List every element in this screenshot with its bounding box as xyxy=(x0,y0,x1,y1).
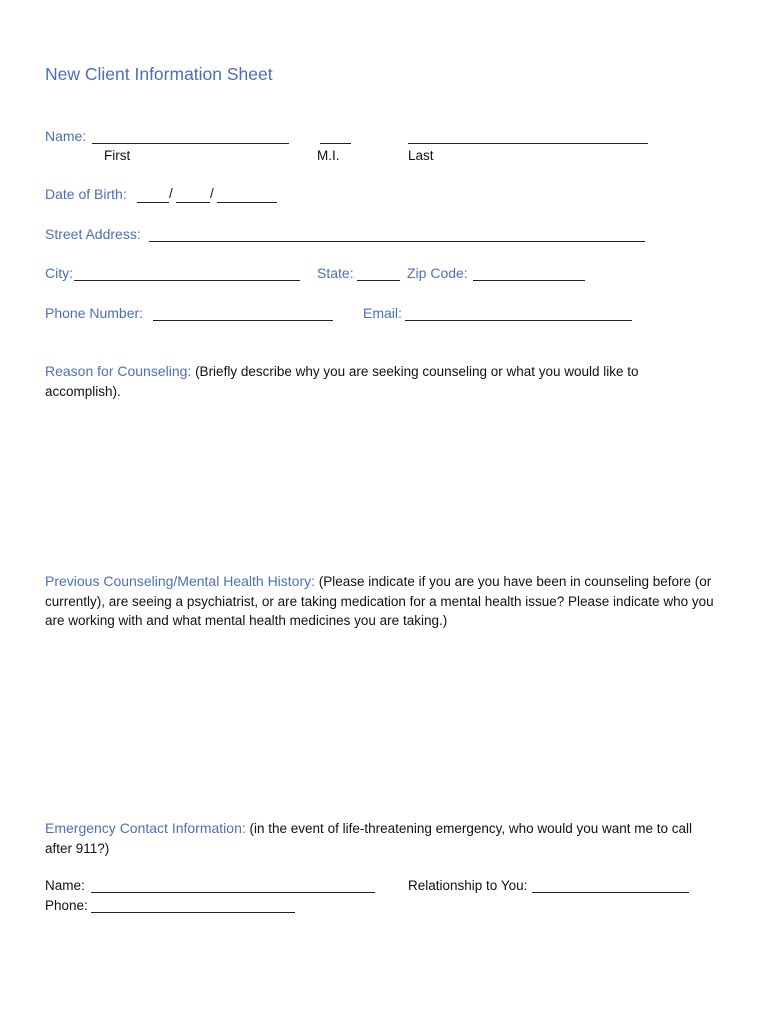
name-label: Name: xyxy=(45,128,87,144)
reason-instructions: (Briefly describe why you are seeking counseling or what you would like to accomplish). xyxy=(45,364,639,399)
emergency-name-field[interactable] xyxy=(91,877,375,893)
street-address-label: Street Address: xyxy=(45,226,141,242)
last-name-field[interactable] xyxy=(408,128,648,144)
zip-code-label: Zip Code: xyxy=(407,265,468,281)
dob-separator: / xyxy=(210,186,214,201)
history-instructions: (Please indicate if you are you have been in counseling before (or currently), are seeing a psychiatrist, or are taking medication for a mental health issue? Please indicate who you are working with and what mental health medicines you are taking.) xyxy=(45,574,714,628)
zip-code-field[interactable] xyxy=(473,265,585,281)
dob-day-field[interactable] xyxy=(176,187,210,203)
emergency-phone-field[interactable] xyxy=(91,897,295,913)
dob-label: Date of Birth: xyxy=(45,186,127,202)
emergency-relationship-field[interactable] xyxy=(532,877,689,893)
state-field[interactable] xyxy=(357,265,400,281)
city-label: City: xyxy=(45,265,73,281)
reason-label: Reason for Counseling: xyxy=(45,363,192,379)
reason-answer-area[interactable] xyxy=(45,405,705,555)
page-title: New Client Information Sheet xyxy=(45,64,273,84)
state-label: State: xyxy=(317,265,354,281)
dob-month-field[interactable] xyxy=(137,187,169,203)
last-name-caption: Last xyxy=(408,148,434,163)
first-name-caption: First xyxy=(104,148,131,163)
history-paragraph xyxy=(45,572,720,631)
history-answer-area[interactable] xyxy=(45,636,705,806)
emergency-instructions: (in the event of life-threatening emergency, who would you want me to call after 911?) xyxy=(45,821,693,856)
phone-number-field[interactable] xyxy=(153,305,333,321)
dob-separator: / xyxy=(169,186,173,201)
email-label: Email: xyxy=(363,305,402,321)
emergency-name-label: Name: xyxy=(45,878,85,893)
emergency-relationship-label: Relationship to You: xyxy=(408,878,528,893)
history-label: Previous Counseling/Mental Health History: xyxy=(45,573,316,589)
first-name-field[interactable] xyxy=(92,128,289,144)
dob-year-field[interactable] xyxy=(217,187,277,203)
reason-paragraph xyxy=(45,362,670,401)
street-address-field[interactable] xyxy=(149,226,645,242)
phone-number-label: Phone Number: xyxy=(45,305,144,321)
emergency-phone-label: Phone: xyxy=(45,898,88,913)
city-field[interactable] xyxy=(74,265,300,281)
middle-initial-caption: M.I. xyxy=(317,148,340,163)
emergency-label: Emergency Contact Information: xyxy=(45,820,246,836)
email-field[interactable] xyxy=(405,305,632,321)
middle-initial-field[interactable] xyxy=(320,128,351,144)
emergency-paragraph xyxy=(45,819,713,858)
